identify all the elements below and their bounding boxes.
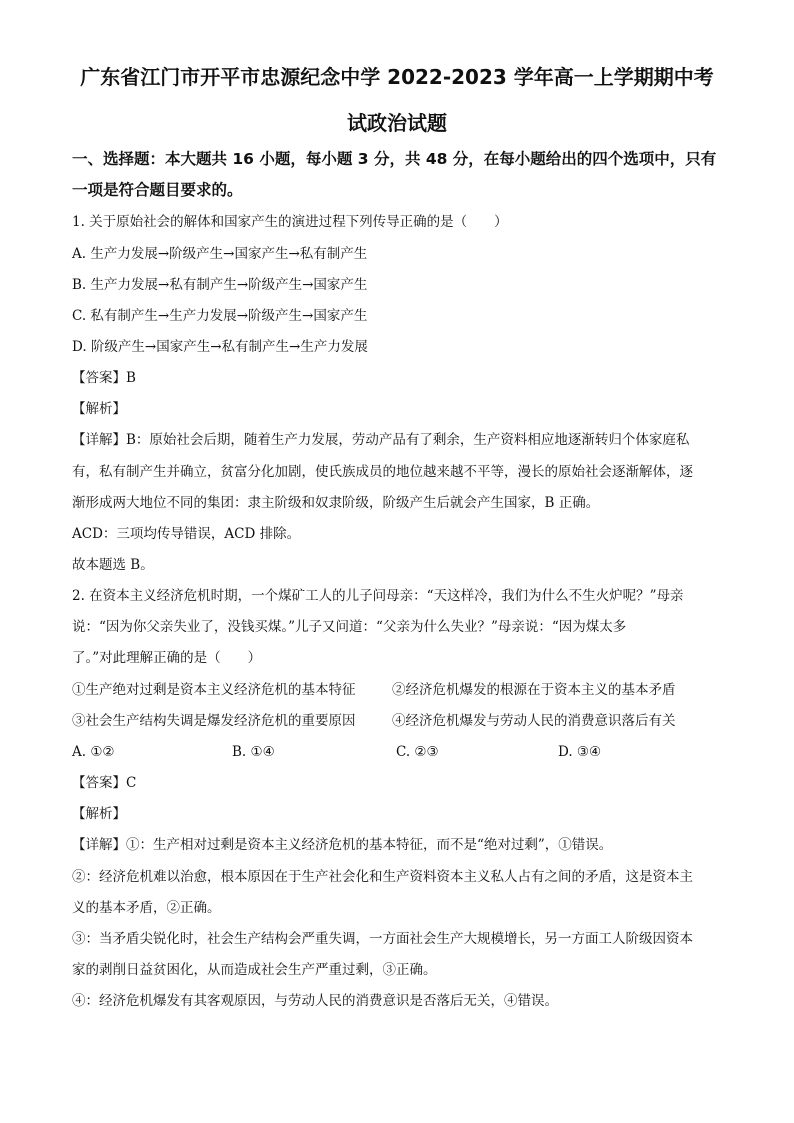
question-1-detail-line: 有，私有制产生并确立，贫富分化加剧，使氏族成员的地位越来越不平等，漫长的原始社会逐渐解体，逐 — [72, 464, 693, 480]
question-1-option-c: C. 私有制产生→生产力发展→阶级产生→国家产生 — [72, 308, 368, 324]
question-1-detail-line: 故本题选 B。 — [72, 557, 154, 573]
question-1-analysis-label: 【解析】 — [72, 401, 126, 417]
question-2-stem-line: 了。”对此理解正确的是（ ） — [72, 650, 262, 666]
question-2-detail-line: ③：当矛盾尖锐化时，社会生产结构会严重失调，一方面社会生产大规模增长，另一方面工人阶级因资本 — [72, 931, 693, 947]
question-2-detail-line: 家的剥削日益贫困化，从而造成社会生产严重过剩，③正确。 — [72, 962, 437, 978]
section-heading-line-1: 一、选择题：本大题共 16 小题，每小题 3 分，共 48 分，在每小题给出的四个选项中，只有 — [72, 150, 717, 168]
question-2-answer: 【答案】C — [72, 775, 137, 791]
question-2-statement-1: ①生产绝对过剩是资本主义经济危机的基本特征 — [72, 682, 356, 698]
document-title-line-2: 试政治试题 — [347, 111, 447, 135]
question-1-detail-line: ACD：三项均传导错误，ACD 排除。 — [72, 526, 301, 542]
section-heading-line-2: 一项是符合题目要求的。 — [72, 181, 243, 199]
question-1-stem: 1. 关于原始社会的解体和国家产生的演进过程下列传导正确的是（ ） — [72, 214, 508, 230]
question-1-option-a: A. 生产力发展→阶级产生→国家产生→私有制产生 — [72, 246, 368, 262]
question-1-answer: 【答案】B — [72, 370, 136, 386]
question-2-statement-4: ④经济危机爆发与劳动人民的消费意识落后有关 — [392, 713, 676, 729]
question-2-stem-line: 2. 在资本主义经济危机时期，一个煤矿工人的儿子问母亲：“天这样冷，我们为什么不生火炉呢？”母亲 — [72, 588, 684, 604]
question-2-statement-3: ③社会生产结构失调是爆发经济危机的重要原因 — [72, 713, 356, 729]
question-2-choice-c: C. ②③ — [396, 744, 439, 760]
question-1-option-b: B. 生产力发展→私有制产生→阶级产生→国家产生 — [72, 277, 368, 293]
question-2-detail-line: 义的基本矛盾，②正确。 — [72, 900, 221, 916]
question-2-stem-line: 说：“因为你父亲失业了，没钱买煤。”儿子又问道：“父亲为什么失业？”母亲说：“因为煤太多 — [72, 619, 627, 635]
question-2-choice-b: B. ①④ — [232, 744, 275, 760]
question-1-option-d: D. 阶级产生→国家产生→私有制产生→生产力发展 — [72, 339, 368, 355]
question-2-choice-a: A. ①② — [72, 744, 115, 760]
question-2-detail-line: ②：经济危机难以治愈，根本原因在于生产社会化和生产资料资本主义私人占有之间的矛盾，这是资本主 — [72, 869, 693, 885]
question-2-detail-line: 【详解】①：生产相对过剩是资本主义经济危机的基本特征，而不是“绝对过剩”，①错误。 — [72, 837, 613, 853]
question-2-detail-line: ④：经济危机爆发有其客观原因，与劳动人民的消费意识是否落后无关，④错误。 — [72, 993, 558, 1009]
question-2-choice-d: D. ③④ — [558, 744, 602, 760]
question-1-detail-line: 【详解】B：原始社会后期，随着生产力发展，劳动产品有了剩余，生产资料相应地逐渐转归个体家庭私 — [72, 432, 690, 448]
question-2-analysis-label: 【解析】 — [72, 806, 126, 822]
question-2-statement-2: ②经济危机爆发的根源在于资本主义的基本矛盾 — [392, 682, 676, 698]
question-1-detail-line: 渐形成两大地位不同的集团：隶主阶级和奴隶阶级，阶级产生后就会产生国家，B 正确。 — [72, 495, 600, 511]
document-title-line-1: 广东省江门市开平市忠源纪念中学 2022-2023 学年高一上学期期中考 — [80, 65, 714, 89]
